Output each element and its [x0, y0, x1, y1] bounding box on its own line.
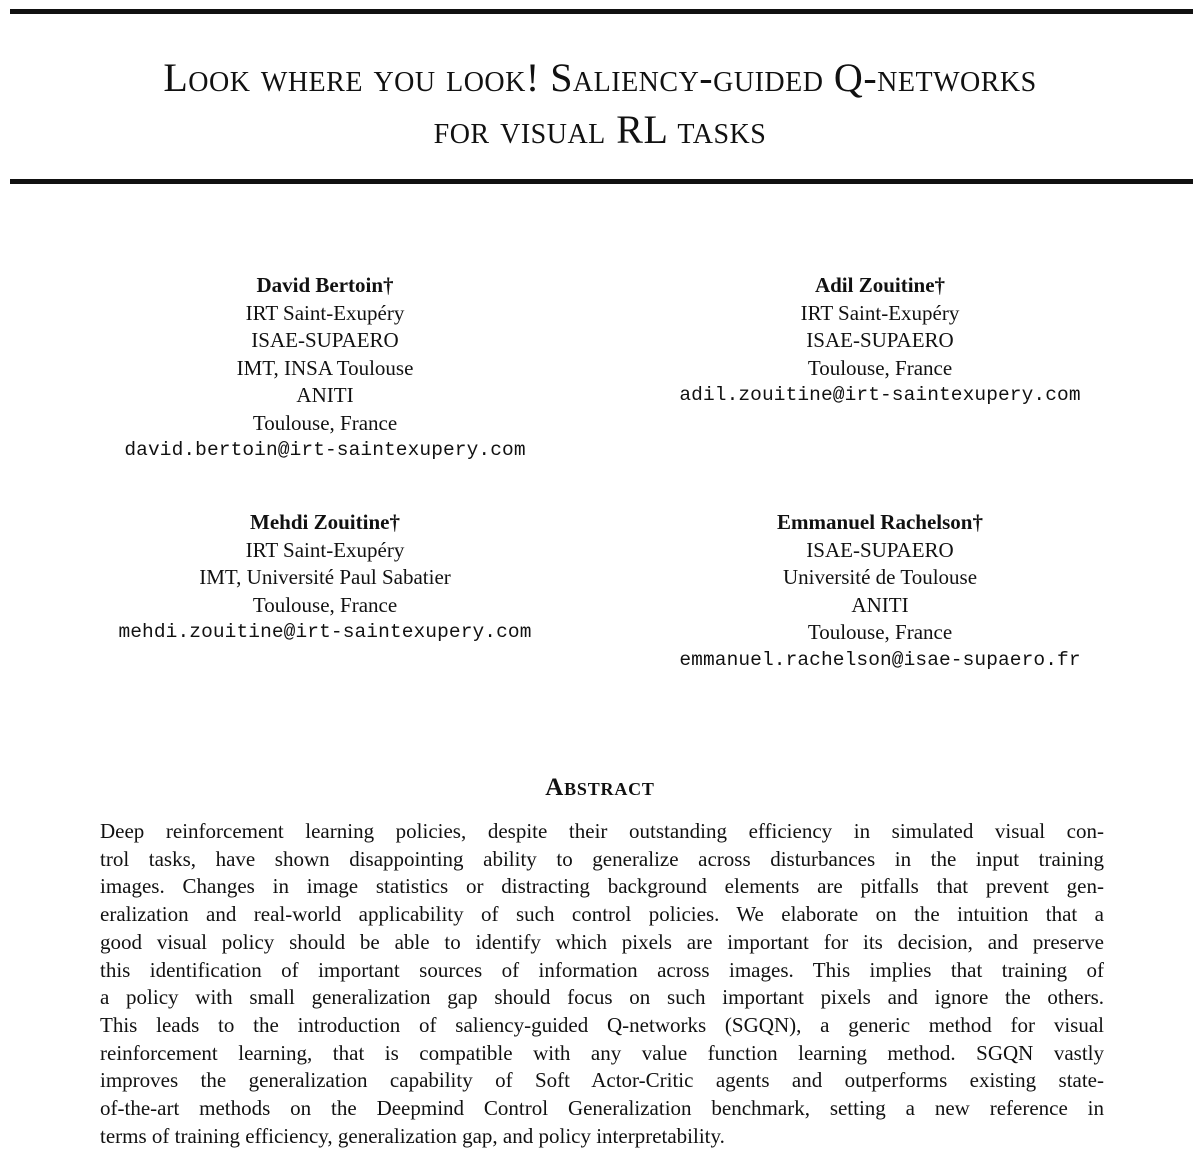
author-affiliation: ANITI — [296, 383, 354, 407]
author-affiliation: Université de Toulouse — [782, 565, 978, 589]
author-affiliation: IRT Saint-Exupéry — [800, 300, 960, 325]
author-affiliation: IMT, INSA Toulouse — [236, 355, 414, 380]
author-affiliation: IRT Saint-Exupéry — [245, 300, 405, 325]
author-block — [60, 509, 590, 647]
author-email: adil.zouitine@irt-saintexupery.com — [679, 384, 1081, 406]
title-bottom-rule — [10, 179, 1193, 184]
abstract-line: a policy with small generalization gap should focus on such important pixels and ignore the others. — [100, 985, 1104, 1010]
paper-title — [0, 52, 1200, 156]
abstract-line: of-the-art methods on the Deepmind Control Generalization benchmark, setting a new reference in — [100, 1096, 1104, 1121]
author-email: david.bertoin@irt-saintexupery.com — [124, 439, 526, 461]
author-affiliation: IRT Saint-Exupéry — [245, 537, 405, 562]
abstract-line: reinforcement learning, that is compatible with any value function learning method. SGQN vastly — [100, 1040, 1104, 1065]
abstract-heading: Abstract — [545, 774, 655, 801]
author-affiliation: Toulouse, France — [807, 355, 953, 380]
author-affiliation: Toulouse, France — [807, 620, 953, 644]
author-affiliation: ISAE-SUPAERO — [806, 537, 954, 562]
author-block — [615, 509, 1145, 674]
author-name: Emmanuel Rachelson† — [777, 510, 983, 534]
author-block — [615, 272, 1145, 410]
author-affiliation: ISAE-SUPAERO — [806, 328, 954, 352]
abstract-line: Deep reinforcement learning policies, despite their outstanding efficiency in simulated visual con- — [100, 819, 1104, 843]
author-affiliation: ISAE-SUPAERO — [251, 328, 399, 352]
abstract-body — [100, 818, 1104, 1150]
author-affiliation: ANITI — [851, 592, 909, 617]
author-block — [60, 272, 590, 465]
author-affiliation: Toulouse, France — [252, 410, 398, 435]
abstract-line: trol tasks, have shown disappointing ability to generalize across disturbances in the input training — [100, 846, 1104, 871]
title-top-rule — [10, 9, 1193, 14]
title-line: for visual RL tasks — [433, 107, 767, 152]
author-affiliation: Toulouse, France — [252, 592, 398, 617]
title-line: Look where you look! Saliency-guided Q-networks — [163, 55, 1037, 100]
abstract-line: good visual policy should be able to identify which pixels are important for its decision, and preserve — [100, 929, 1104, 954]
abstract-line: images. Changes in image statistics or distracting background elements are pitfalls that prevent gen- — [100, 874, 1104, 899]
author-name: Adil Zouitine† — [814, 273, 946, 297]
author-name: David Bertoin† — [256, 273, 394, 297]
abstract-line: this identification of important sources of information across images. This implies that training of — [100, 957, 1104, 982]
author-email: mehdi.zouitine@irt-saintexupery.com — [118, 621, 532, 643]
abstract-line: improves the generalization capability of Soft Actor-Critic agents and outperforms existing state- — [100, 1068, 1104, 1093]
abstract-line: eralization and real-world applicability of such control policies. We elaborate on the intuition that a — [100, 902, 1104, 927]
author-affiliation: IMT, Université Paul Sabatier — [199, 565, 451, 589]
abstract-line: terms of training efficiency, generalization gap, and policy interpretability. — [100, 1123, 725, 1148]
abstract-line: This leads to the introduction of saliency-guided Q-networks (SGQN), a generic method for visual — [100, 1012, 1104, 1037]
author-email: emmanuel.rachelson@isae-supaero.fr — [679, 648, 1081, 671]
author-name: Mehdi Zouitine† — [250, 510, 400, 534]
